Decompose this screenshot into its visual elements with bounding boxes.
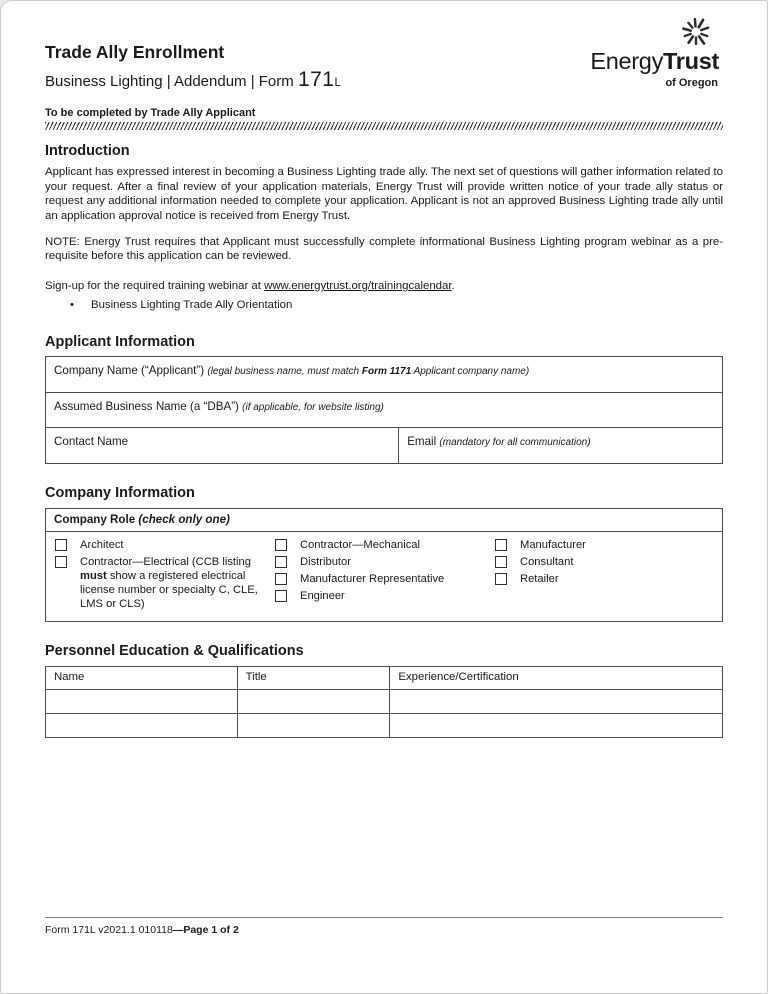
personnel-title-cell[interactable] <box>237 690 390 713</box>
subtitle-prefix: Business Lighting | Addendum | Form <box>45 73 298 91</box>
role-option-distributor <box>274 555 486 569</box>
checkbox-manufacturer[interactable] <box>495 539 507 551</box>
personnel-header-experience: Experience/Certification <box>389 667 722 689</box>
page-title: Trade Ally Enrollment <box>45 42 225 62</box>
checkbox-engineer[interactable] <box>275 590 287 602</box>
role-column-3 <box>494 538 714 615</box>
starburst-icon <box>679 15 713 49</box>
checkbox-retailer[interactable] <box>495 573 507 585</box>
dba-note: (if applicable, for website listing) <box>242 402 384 414</box>
company-role-options <box>46 532 722 622</box>
company-information-heading: Company Information <box>45 485 195 502</box>
company-note-pre: (legal business name, must match <box>207 366 362 378</box>
company-role-label: Company Role <box>54 512 139 526</box>
company-name-note <box>207 366 529 377</box>
company-name-label: Company Name (“Applicant”) <box>54 364 208 378</box>
footer-text <box>45 924 723 936</box>
dba-field[interactable] <box>46 392 722 427</box>
footer-page-number: —Page 1 of 2 <box>172 924 239 936</box>
role-option-contractor-mechanical <box>274 538 486 552</box>
electrical-label-must: must <box>80 570 107 583</box>
engineer-label: Engineer <box>300 590 345 603</box>
architect-label: Architect <box>80 538 124 551</box>
company-role-header <box>46 509 722 532</box>
personnel-title-cell[interactable] <box>237 714 390 737</box>
manufacturer-label: Manufacturer <box>520 538 586 551</box>
role-option-manufacturer-representative <box>274 572 486 586</box>
retailer-label: Retailer <box>520 573 559 586</box>
manufacturer-representative-label: Manufacturer Representative <box>300 573 445 586</box>
role-option-consultant <box>494 555 706 569</box>
logo-word-energy: Energy <box>590 48 664 74</box>
contact-email-row <box>46 427 722 463</box>
signup-line <box>45 279 723 294</box>
logo-word-trust: Trust <box>663 48 719 74</box>
hatched-divider <box>45 122 723 130</box>
checkbox-contractor-electrical[interactable] <box>55 556 67 568</box>
personnel-header-row <box>46 667 722 689</box>
personnel-experience-cell[interactable] <box>389 690 722 713</box>
role-column-1 <box>54 538 274 615</box>
orientation-bullet <box>45 298 723 313</box>
email-label: Email <box>407 435 440 449</box>
company-note-post: Applicant company name) <box>411 366 530 378</box>
personnel-row-2 <box>46 713 722 737</box>
personnel-name-cell[interactable] <box>46 690 237 713</box>
personnel-experience-cell[interactable] <box>389 714 722 737</box>
role-option-engineer <box>274 589 486 603</box>
role-option-contractor-electrical <box>54 555 266 611</box>
applicant-information-heading: Applicant Information <box>45 333 195 350</box>
contact-name-label: Contact Name <box>54 435 129 449</box>
company-role-table <box>45 508 723 623</box>
bullet-icon: • <box>70 298 74 311</box>
consultant-label: Consultant <box>520 555 574 568</box>
introduction-heading: Introduction <box>45 143 130 160</box>
header <box>45 1 723 130</box>
form-number-suffix: L <box>334 77 341 90</box>
company-note-form-ref: Form 1171 <box>361 366 412 378</box>
role-column-2 <box>274 538 494 615</box>
role-option-manufacturer <box>494 538 706 552</box>
signup-prefix: Sign-up for the required training webinar at <box>45 280 265 293</box>
electrical-label-post: show a registered electrical license number or specialty C, CLE, LMS or CLS) <box>80 570 258 611</box>
checkbox-distributor[interactable] <box>275 556 287 568</box>
company-name-field[interactable] <box>46 357 722 392</box>
logo-wordmark <box>559 50 719 74</box>
contractor-electrical-label <box>80 555 266 611</box>
personnel-header-title: Title <box>237 667 390 689</box>
introduction-paragraph: Applicant has expressed interest in becoming a Business Lighting trade ally. The next set of questions will gather information related to your request. After a final review of your application materials, Energy Trust will provide written notice of your trade ally status or request any additional information needed to complete your application. Applicant is not an approved Business Lighting trade ally until an application approval notice is received from Energy Trust. <box>45 166 723 223</box>
role-option-retailer <box>494 572 706 586</box>
role-option-architect <box>54 538 266 552</box>
webinar-note: NOTE: Energy Trust requires that Applicant must successfully complete informational Business Lighting program webinar as a pre-requisite before this application can be reviewed. <box>45 235 723 263</box>
company-role-note: (check only one) <box>138 512 230 526</box>
personnel-row-1 <box>46 689 722 713</box>
personnel-heading: Personnel Education & Qualifications <box>45 643 304 660</box>
checkbox-contractor-mechanical[interactable] <box>275 539 287 551</box>
page-footer <box>45 917 723 936</box>
training-calendar-link[interactable]: www.energytrust.org/trainingcalendar <box>264 280 452 293</box>
email-note: (mandatory for all communication) <box>439 437 591 449</box>
logo-tagline: of Oregon <box>665 76 718 89</box>
form-number: 171 <box>297 68 335 92</box>
personnel-table <box>45 666 723 738</box>
checkbox-manufacturer-representative[interactable] <box>275 573 287 585</box>
orientation-bullet-label: Business Lighting Trade Ally Orientation <box>91 298 293 311</box>
footer-rule <box>45 917 723 918</box>
signup-period: . <box>451 280 455 293</box>
distributor-label: Distributor <box>300 555 351 568</box>
personnel-header-name: Name <box>54 671 85 684</box>
checkbox-architect[interactable] <box>55 539 67 551</box>
energy-trust-logo <box>559 15 719 89</box>
applicant-information-table <box>45 356 723 464</box>
email-field[interactable] <box>398 428 722 463</box>
electrical-label-pre: Contractor—Electrical (CCB listing <box>80 555 251 568</box>
footer-form-version: Form 171L v2021.1 010118 <box>45 924 173 936</box>
checkbox-consultant[interactable] <box>495 556 507 568</box>
completed-by-note: To be completed by Trade Ally Applicant <box>45 107 256 120</box>
contact-name-field[interactable] <box>46 428 398 463</box>
contractor-mechanical-label: Contractor—Mechanical <box>300 538 421 551</box>
personnel-name-cell[interactable] <box>46 714 237 737</box>
dba-label: Assumed Business Name (a “DBA”) <box>54 400 243 414</box>
